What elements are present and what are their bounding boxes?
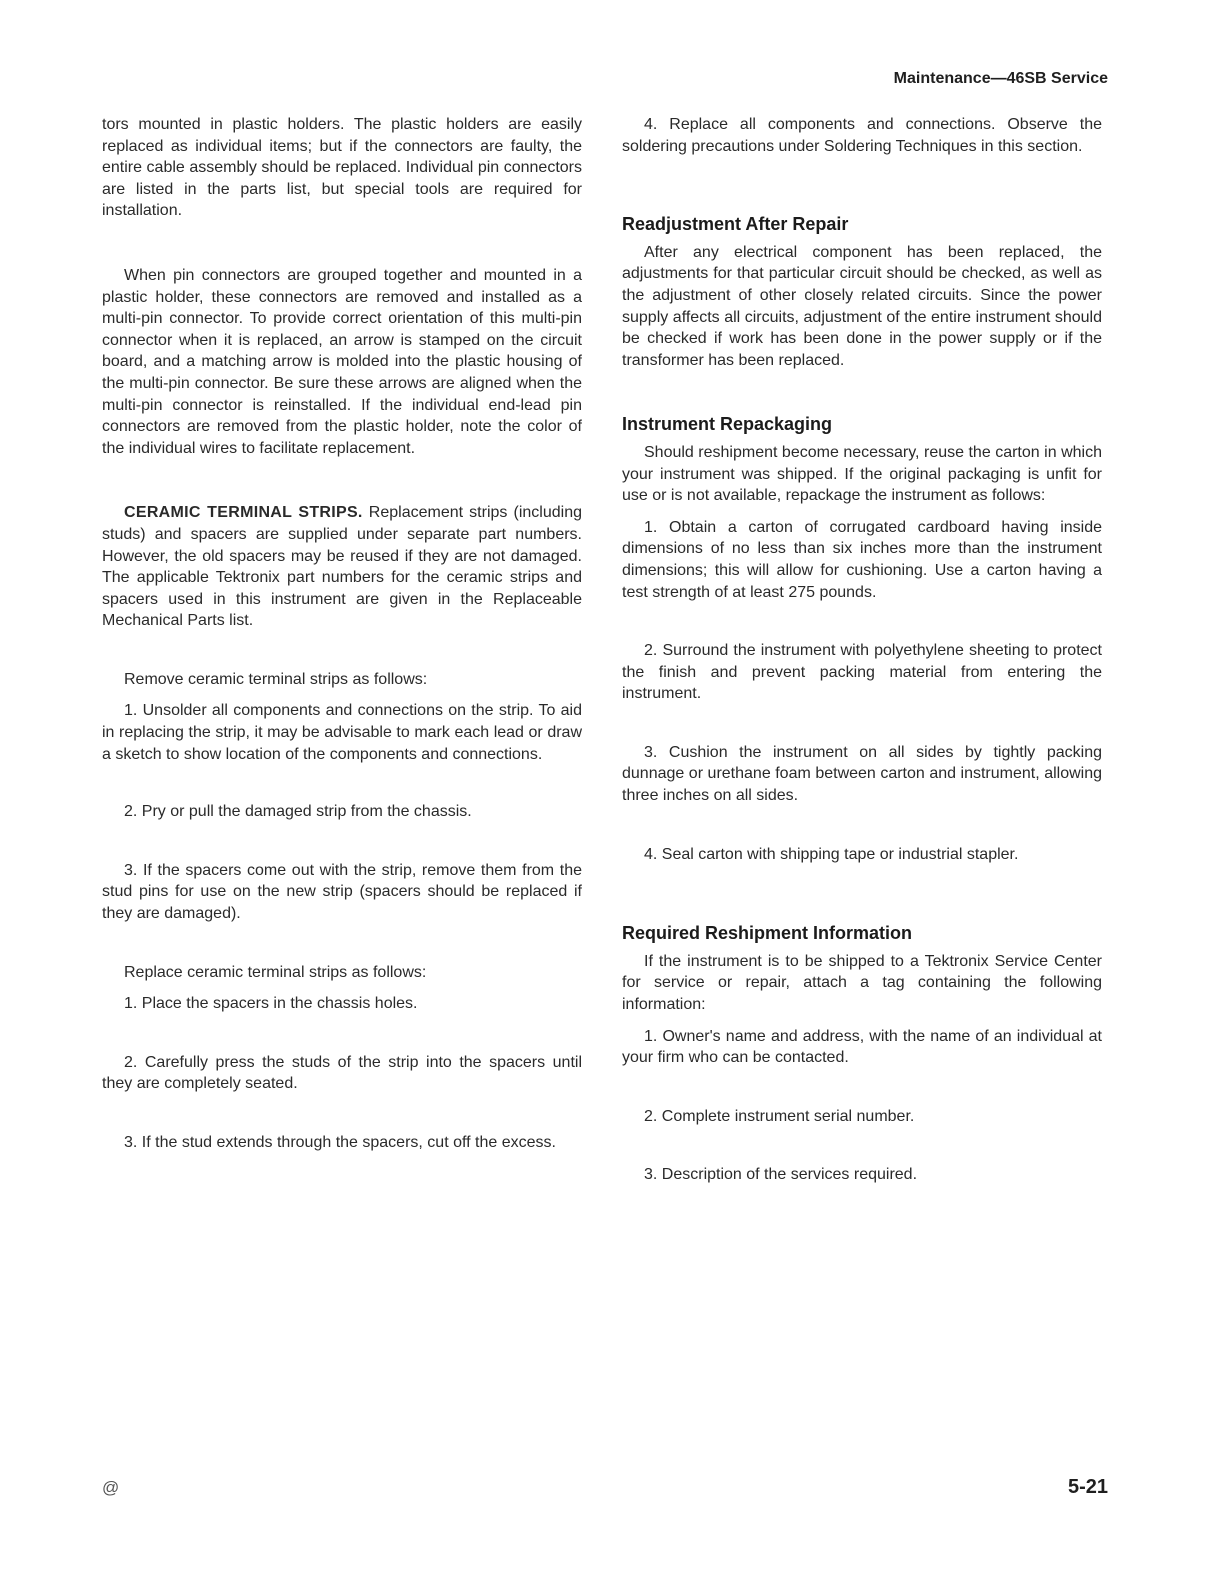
paragraph-reshipment: If the instrument is to be shipped to a Tektronix Service Center for service or repair, attach a tag containing the following information: xyxy=(622,952,1102,1014)
ceramic-runin-heading: CERAMIC TERMINAL STRIPS. xyxy=(124,504,363,522)
repack-step-1: 1. Obtain a carton of corrugated cardboard having inside dimensions of no less than six inches more than the instrument dimensions; this will allow for cushioning. Use a carton having a test strength of at least 275 pounds. xyxy=(622,518,1102,601)
left-column xyxy=(102,114,582,1154)
replace-step-1: 1. Place the spacers in the chassis holes. xyxy=(124,995,418,1013)
replace-intro: Replace ceramic terminal strips as follows: xyxy=(124,963,427,981)
heading-repackaging: Instrument Repackaging xyxy=(622,414,833,435)
footer-symbol: @ xyxy=(102,1478,120,1497)
replace-step-3: 3. If the stud extends through the spacers, cut off the excess. xyxy=(124,1134,556,1151)
reship-step-1: 1. Owner's name and address, with the name of an individual at your firm who can be contacted. xyxy=(622,1027,1102,1067)
paragraph-pin-connectors-cont: tors mounted in plastic holders. The plastic holders are easily replaced as individual items; but if the connectors are faulty, the entire cable assembly should be replaced. Individual pin connectors are listed in the parts list, but special tools are required for installation. xyxy=(102,116,582,220)
remove-step-1: 1. Unsolder all components and connections on the strip. To aid in replacing the strip, it may be advisable to mark each lead or draw a sketch to show location of the components and connections. xyxy=(102,702,582,763)
remove-step-2: 2. Pry or pull the damaged strip from the chassis. xyxy=(124,803,472,821)
repack-step-3: 3. Cushion the instrument on all sides by tightly packing dunnage or urethane foam between carton and instrument, allowing three inches on all sides. xyxy=(622,743,1102,805)
replace-step-2: 2. Carefully press the studs of the strip into the spacers until they are completely seated. xyxy=(102,1053,582,1093)
paragraph-readjustment: After any electrical component has been replaced, the adjustments for that particular circuit should be checked, as well as the adjustment of other closely related circuits. Since the power supply affects all circuits, adjustment of the entire instrument should be checked if work has been done in the power supply or if the transformer has been replaced. xyxy=(622,243,1102,369)
repack-step-4: 4. Seal carton with shipping tape or industrial stapler. xyxy=(644,845,1019,863)
heading-readjustment: Readjustment After Repair xyxy=(622,214,849,235)
paragraph-repackaging: Should reshipment become necessary, reuse the carton in which your instrument was shipped. If the original packaging is unfit for use or is not available, repackage the instrument as follows: xyxy=(622,443,1102,505)
page-header: Maintenance—46SB Service xyxy=(893,70,1108,87)
remove-step-3: 3. If the spacers come out with the strip, remove them from the stud pins for use on the new strip (spacers should be replaced if they are damaged). xyxy=(102,861,582,923)
heading-reshipment: Required Reshipment Information xyxy=(622,923,913,944)
repack-step-2: 2. Surround the instrument with polyethylene sheeting to protect the finish and prevent packing material from entering the instrument. xyxy=(622,642,1102,703)
reship-step-2: 2. Complete instrument serial number. xyxy=(644,1107,915,1125)
page-number: 5-21 xyxy=(1067,1476,1108,1498)
right-column xyxy=(622,114,1102,1186)
paragraph-multi-pin-connector: When pin connectors are grouped together and mounted in a plastic holder, these connectors are removed and installed as a multi-pin connector. To provide correct orientation of this multi-pin connector when it is replaced, an arrow is stamped on the circuit board, and a matching arrow is molded into the plastic housing of the multi-pin connector. Be sure these arrows are aligned when the multi-pin connector is reinstalled. If the individual end-lead pin connectors are removed from the plastic holder, note the color of the individual wires to facilitate replacement. xyxy=(102,266,582,457)
replace-step-4: 4. Replace all components and connections. Observe the soldering precautions under Soldering Techniques in this section. xyxy=(622,116,1102,155)
remove-intro: Remove ceramic terminal strips as follows: xyxy=(124,670,428,688)
reship-step-3: 3. Description of the services required. xyxy=(644,1166,918,1184)
paragraph-ceramic-terminal-strips xyxy=(102,502,582,632)
ceramic-text: Replacement strips (including studs) and spacers are supplied under separate part numbers. However, the old spacers may be reused if they are not damaged. The applicable Tektronix part numbers for the ceramic strips and spacers used in this instrument are given in the Replaceable Mechanical Parts list. xyxy=(102,504,582,630)
